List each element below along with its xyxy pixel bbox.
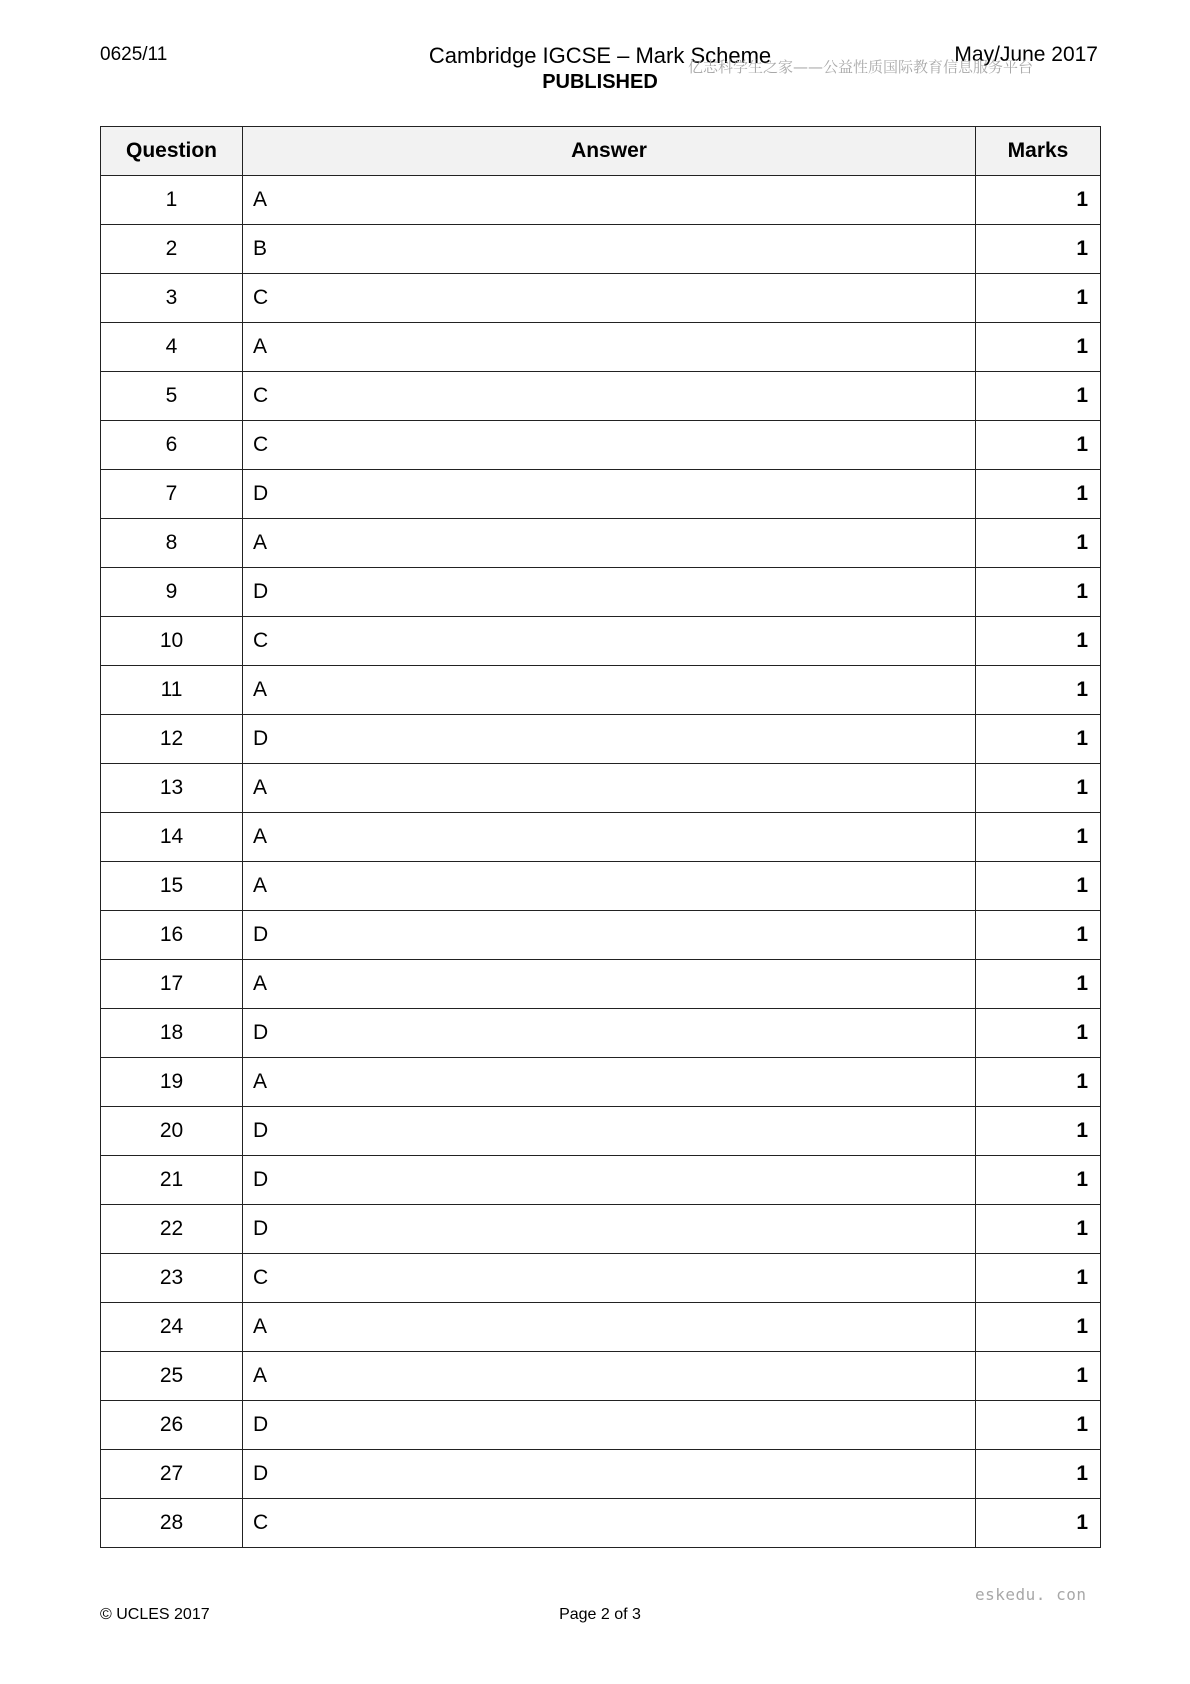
table-row [101, 176, 1101, 225]
question-cell: 21 [101, 1156, 243, 1205]
table-row [101, 274, 1101, 323]
question-cell: 17 [101, 960, 243, 1009]
answer-cell: A [243, 813, 976, 862]
question-cell: 16 [101, 911, 243, 960]
table-row [101, 764, 1101, 813]
table-row [101, 1499, 1101, 1548]
table-header-row [101, 127, 1101, 176]
question-cell: 9 [101, 568, 243, 617]
marks-cell: 1 [976, 1009, 1101, 1058]
question-cell: 27 [101, 1450, 243, 1499]
header-watermark: 亿志科学生之家——公益性质国际教育信息服务平台 [688, 58, 1034, 76]
marks-cell: 1 [976, 1401, 1101, 1450]
table-row [101, 862, 1101, 911]
question-cell: 18 [101, 1009, 243, 1058]
marks-cell: 1 [976, 862, 1101, 911]
table-row [101, 617, 1101, 666]
answer-cell: D [243, 1156, 976, 1205]
answer-cell: A [243, 519, 976, 568]
answer-cell: D [243, 715, 976, 764]
table-row [101, 421, 1101, 470]
mark-scheme-table [100, 126, 1101, 1548]
marks-cell: 1 [976, 1499, 1101, 1548]
question-cell: 7 [101, 470, 243, 519]
marks-cell: 1 [976, 715, 1101, 764]
answer-cell: D [243, 1107, 976, 1156]
marks-cell: 1 [976, 176, 1101, 225]
answer-cell: C [243, 617, 976, 666]
table-row [101, 568, 1101, 617]
question-cell: 14 [101, 813, 243, 862]
marks-cell: 1 [976, 323, 1101, 372]
table-row [101, 1254, 1101, 1303]
table-row [101, 960, 1101, 1009]
header-code: 0625/11 [100, 44, 168, 65]
marks-cell: 1 [976, 372, 1101, 421]
question-cell: 1 [101, 176, 243, 225]
footer-copyright: © UCLES 2017 [100, 1606, 210, 1623]
answer-cell: C [243, 1254, 976, 1303]
column-header-marks: Marks [976, 127, 1101, 176]
table-row [101, 1303, 1101, 1352]
marks-cell: 1 [976, 1107, 1101, 1156]
answer-cell: D [243, 1401, 976, 1450]
question-cell: 23 [101, 1254, 243, 1303]
question-cell: 8 [101, 519, 243, 568]
table-row [101, 1009, 1101, 1058]
answer-cell: D [243, 1009, 976, 1058]
answer-cell: A [243, 862, 976, 911]
marks-cell: 1 [976, 764, 1101, 813]
question-cell: 22 [101, 1205, 243, 1254]
table-row [101, 323, 1101, 372]
question-cell: 25 [101, 1352, 243, 1401]
marks-cell: 1 [976, 1254, 1101, 1303]
table-row [101, 715, 1101, 764]
question-cell: 2 [101, 225, 243, 274]
table-row [101, 519, 1101, 568]
answer-cell: A [243, 960, 976, 1009]
marks-cell: 1 [976, 1303, 1101, 1352]
table-row [101, 372, 1101, 421]
question-cell: 12 [101, 715, 243, 764]
answer-cell: C [243, 274, 976, 323]
question-cell: 26 [101, 1401, 243, 1450]
answer-cell: D [243, 470, 976, 519]
question-cell: 3 [101, 274, 243, 323]
marks-cell: 1 [976, 1352, 1101, 1401]
header-session: May/June 2017 [954, 43, 1098, 66]
answer-cell: B [243, 225, 976, 274]
question-cell: 20 [101, 1107, 243, 1156]
answer-cell: C [243, 372, 976, 421]
answer-cell: A [243, 176, 976, 225]
question-cell: 5 [101, 372, 243, 421]
table-row [101, 813, 1101, 862]
marks-cell: 1 [976, 1205, 1101, 1254]
footer-page-number: Page 2 of 3 [559, 1606, 641, 1623]
marks-cell: 1 [976, 225, 1101, 274]
question-cell: 15 [101, 862, 243, 911]
marks-cell: 1 [976, 617, 1101, 666]
question-cell: 4 [101, 323, 243, 372]
column-header-question: Question [101, 127, 243, 176]
answer-cell: A [243, 1303, 976, 1352]
table-row [101, 1401, 1101, 1450]
marks-cell: 1 [976, 813, 1101, 862]
table-row [101, 666, 1101, 715]
answer-cell: D [243, 1205, 976, 1254]
question-cell: 11 [101, 666, 243, 715]
table-row [101, 911, 1101, 960]
answer-cell: A [243, 323, 976, 372]
table-row [101, 470, 1101, 519]
answer-cell: A [243, 666, 976, 715]
answer-cell: D [243, 568, 976, 617]
answer-cell: A [243, 1058, 976, 1107]
table-body [101, 176, 1101, 1548]
marks-cell: 1 [976, 421, 1101, 470]
marks-cell: 1 [976, 470, 1101, 519]
table-row [101, 1107, 1101, 1156]
marks-cell: 1 [976, 1058, 1101, 1107]
answer-cell: D [243, 911, 976, 960]
table-row [101, 1156, 1101, 1205]
question-cell: 19 [101, 1058, 243, 1107]
question-cell: 13 [101, 764, 243, 813]
answer-cell: A [243, 764, 976, 813]
table-row [101, 225, 1101, 274]
marks-cell: 1 [976, 960, 1101, 1009]
marks-cell: 1 [976, 568, 1101, 617]
header-status: PUBLISHED [542, 71, 658, 93]
table-row [101, 1450, 1101, 1499]
column-header-answer: Answer [243, 127, 976, 176]
marks-cell: 1 [976, 274, 1101, 323]
question-cell: 10 [101, 617, 243, 666]
marks-cell: 1 [976, 911, 1101, 960]
question-cell: 28 [101, 1499, 243, 1548]
marks-cell: 1 [976, 666, 1101, 715]
table-row [101, 1352, 1101, 1401]
marks-cell: 1 [976, 519, 1101, 568]
marks-cell: 1 [976, 1156, 1101, 1205]
question-cell: 24 [101, 1303, 243, 1352]
table-row [101, 1058, 1101, 1107]
answer-cell: D [243, 1450, 976, 1499]
marks-cell: 1 [976, 1450, 1101, 1499]
footer-site-watermark: eskedu. con [975, 1585, 1087, 1604]
answer-cell: C [243, 1499, 976, 1548]
question-cell: 6 [101, 421, 243, 470]
answer-cell: A [243, 1352, 976, 1401]
header-title: Cambridge IGCSE – Mark Scheme [428, 43, 772, 68]
table-row [101, 1205, 1101, 1254]
answer-cell: C [243, 421, 976, 470]
